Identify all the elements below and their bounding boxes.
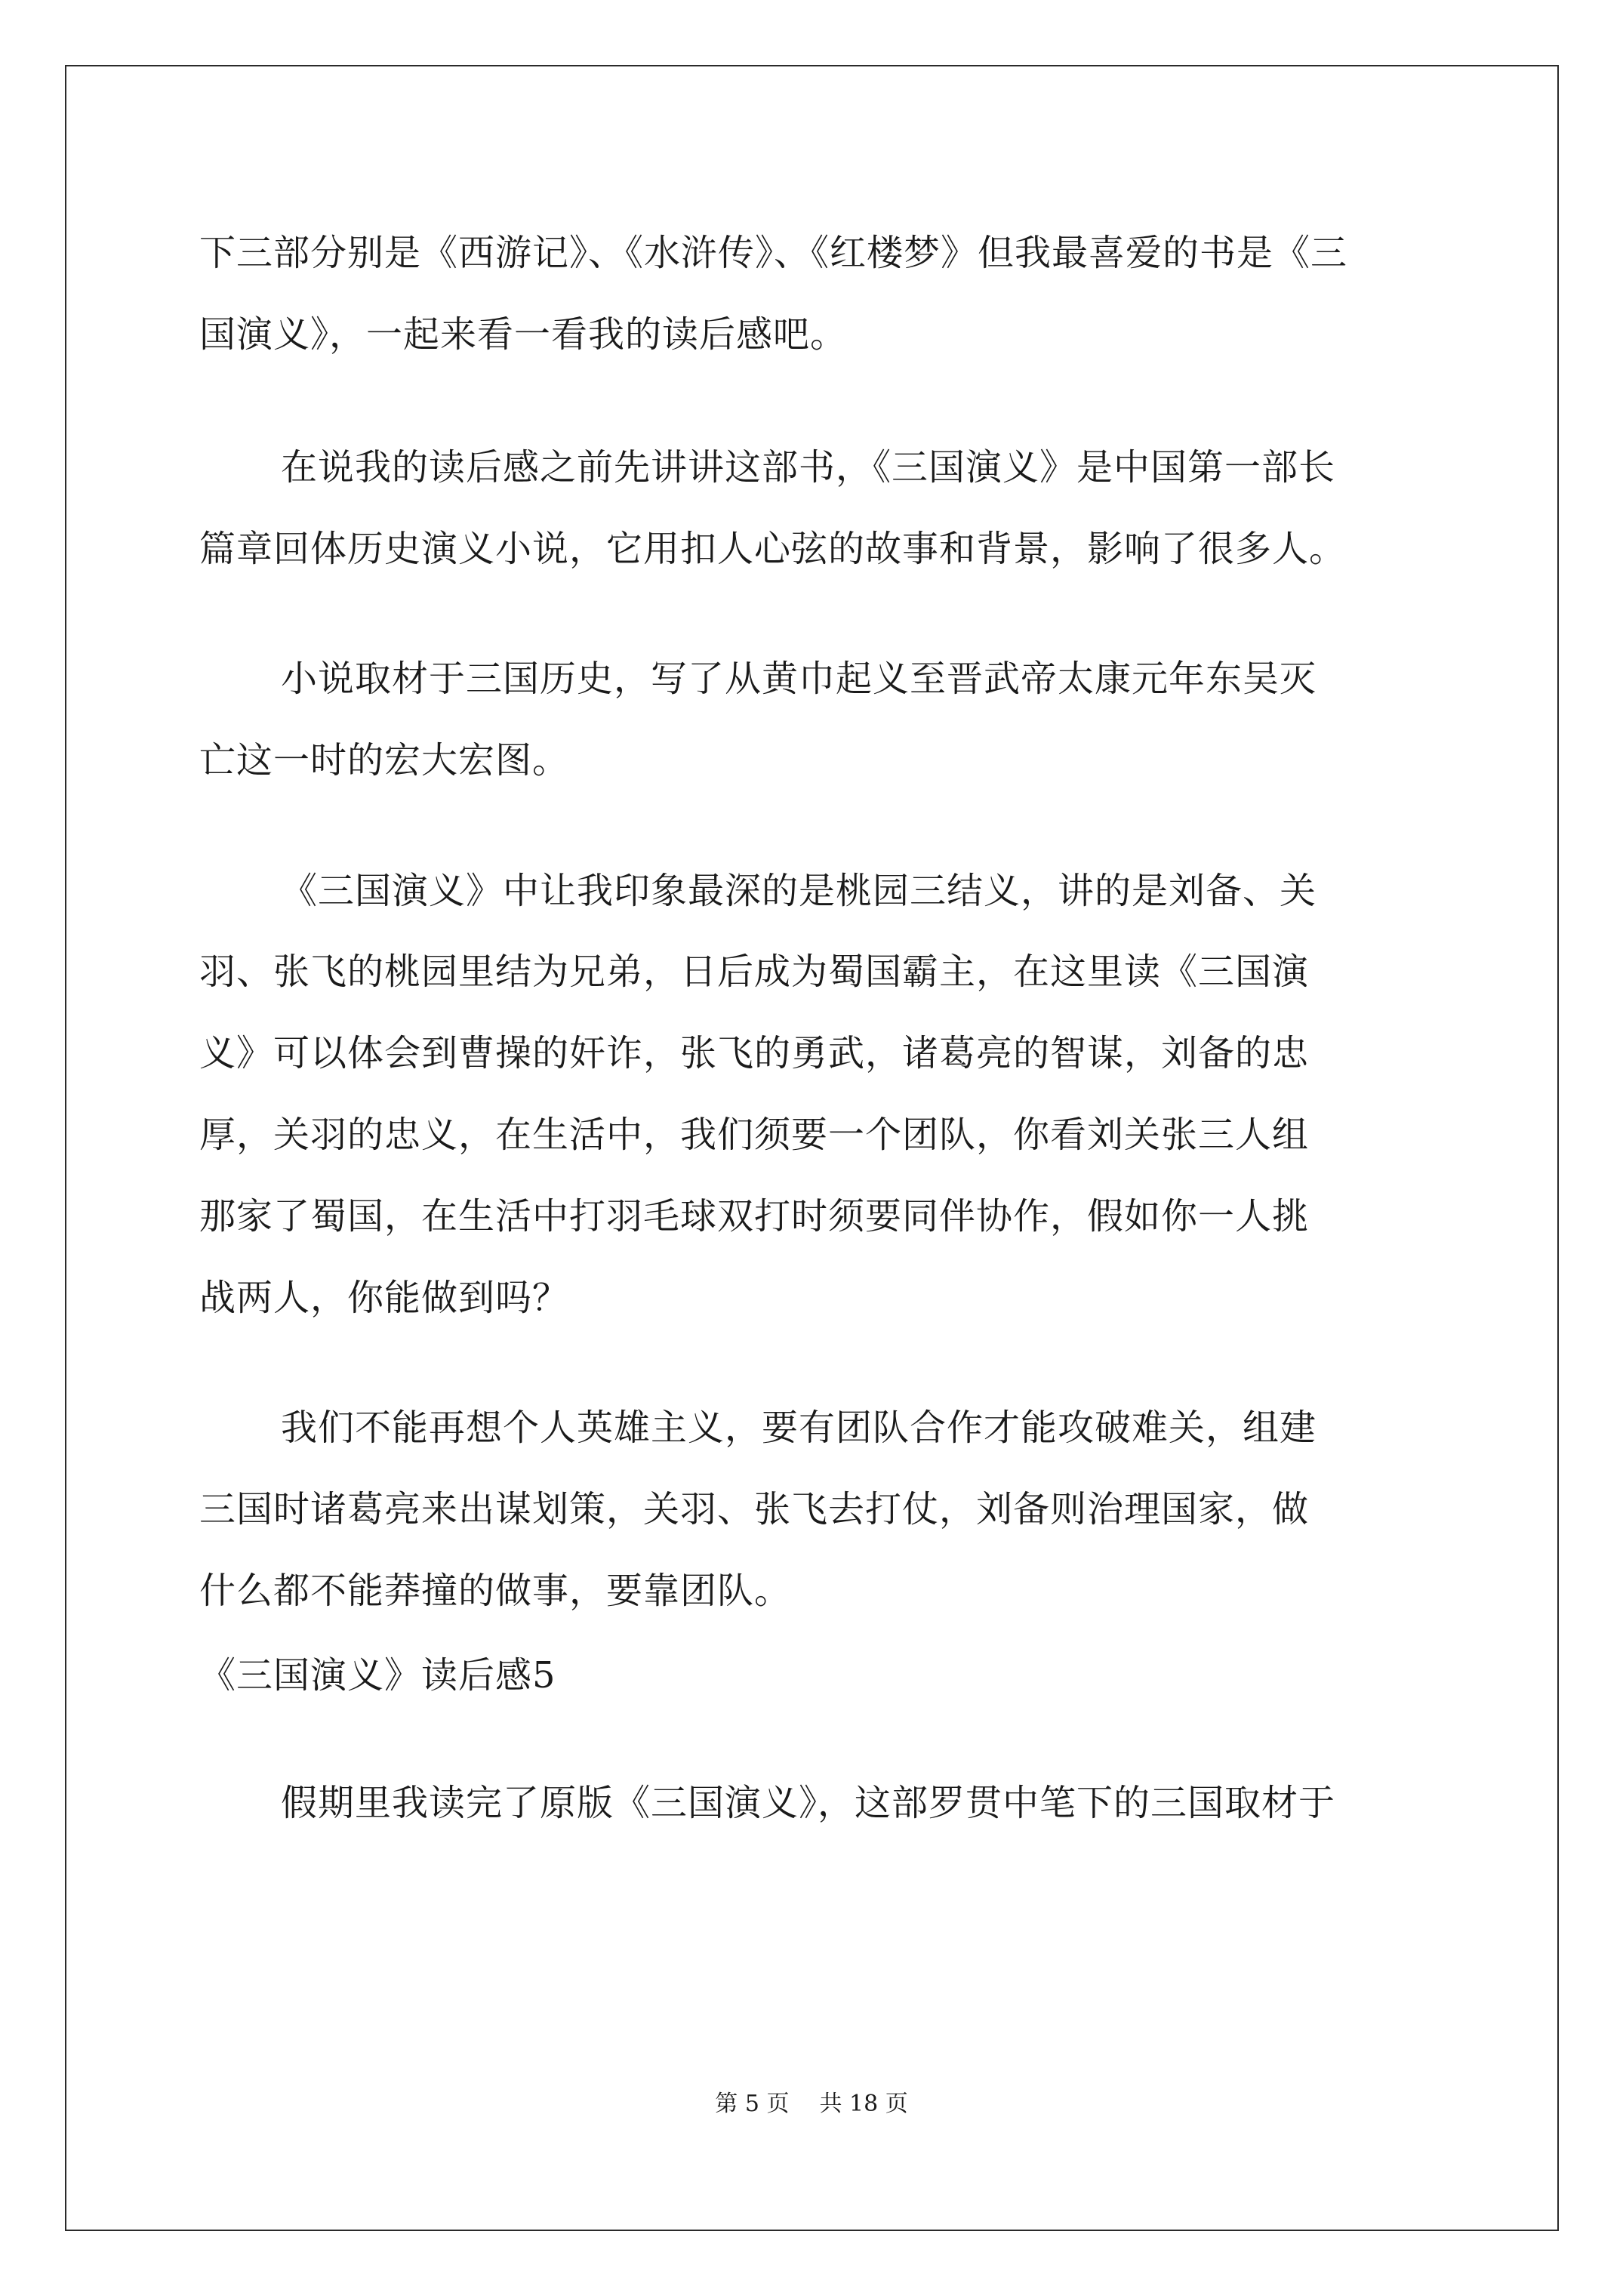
paragraph-line: 义》可以体会到曹操的奸诈，张飞的勇武，诸葛亮的智谋，刘备的忠 xyxy=(199,1032,1310,1074)
page-number: 第 5 页 xyxy=(715,2091,790,2117)
paragraph-line: 小说取材于三国历史，写了从黄巾起义至晋武帝太康元年东吴灭 xyxy=(281,658,1317,700)
section-heading: 《三国演义》读后感5 xyxy=(199,1654,556,1697)
paragraph-line: 什么都不能莽撞的做事，要靠团队。 xyxy=(199,1570,792,1612)
paragraph-line: 厚，关羽的忠义，在生活中，我们须要一个团队，你看刘关张三人组 xyxy=(199,1114,1310,1156)
paragraph-line: 三国时诸葛亮来出谋划策，关羽、张飞去打仗，刘备则治理国家，做 xyxy=(199,1488,1310,1530)
page-total: 共 18 页 xyxy=(819,2091,908,2117)
paragraph-line: 那家了蜀国，在生活中打羽毛球双打时须要同伴协作，假如你一人挑 xyxy=(199,1195,1310,1237)
paragraph-line: 我们不能再想个人英雄主义，要有团队合作才能攻破难关，组建 xyxy=(281,1407,1317,1449)
paragraph-line: 篇章回体历史演义小说，它用扣人心弦的故事和背景，影响了很多人。 xyxy=(199,528,1347,570)
paragraph-line: 假期里我读完了原版《三国演义》，这部罗贯中笔下的三国取材于 xyxy=(281,1782,1336,1824)
paragraph-line: 战两人，你能做到吗？ xyxy=(199,1277,570,1319)
paragraph-line: 下三部分别是《西游记》、《水浒传》、《红楼梦》但我最喜爱的书是《三 xyxy=(199,232,1348,274)
page-footer xyxy=(0,2089,1623,2119)
paragraph-line: 《三国演义》中让我印象最深的是桃园三结义，讲的是刘备、关 xyxy=(281,870,1317,912)
paragraph-line: 国演义》，一起来看一看我的读后感吧。 xyxy=(199,313,848,356)
paragraph-line: 在说我的读后感之前先讲讲这部书，《三国演义》是中国第一部长 xyxy=(281,446,1336,488)
paragraph-line: 亡这一时的宏大宏图。 xyxy=(199,739,570,781)
paragraph-line: 羽、张飞的桃园里结为兄弟，日后成为蜀国霸主，在这里读《三国演 xyxy=(199,951,1310,993)
